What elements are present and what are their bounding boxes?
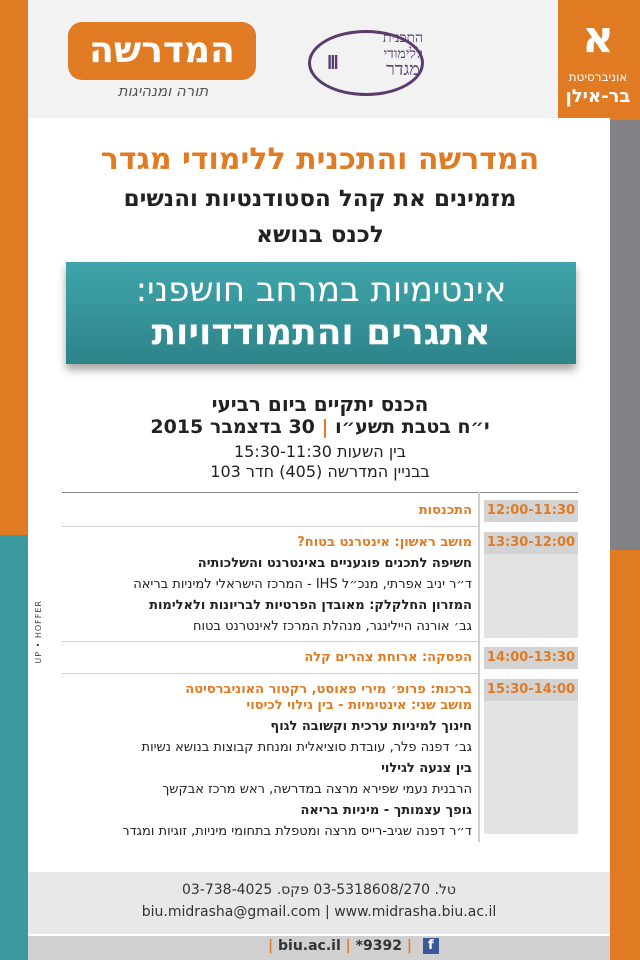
people-icon: ııı [326,46,336,76]
bottom-separator: | [268,938,274,954]
left-orange-stripe [0,0,28,535]
schedule-item: ד״ר דפנה שגיב-רייס מרצה ומטפלת בתחומי מיניות, זוגיות ומגדר [122,824,472,839]
time-slot: 14:00-13:30 [484,647,578,669]
facebook-icon[interactable]: f [423,938,439,954]
program-logo-line: התכנית [382,30,424,46]
designer-credit: UP • HOFFER [34,600,43,664]
bottom-links [268,938,439,954]
time-slot-box [484,679,578,834]
event-day: הכנס יתקיים ביום רביעי [211,392,429,416]
banner-line-1: אינטימיות במרחב חושפני: [135,270,507,310]
bottom-bar [28,936,610,960]
header [28,0,631,118]
bar-ilan-university-label: אוניברסיטת [568,70,628,84]
schedule-item: הרבנית נעמי שפירא מרצה במדרשה, ראש מרכז אבקשך [162,782,472,797]
right-gray-stripe [610,120,640,550]
gender-program-logo [308,20,438,96]
website-link[interactable]: www.midrasha.biu.ac.il [334,904,497,920]
bottom-separator: | [345,938,351,954]
schedule-item: מושב שני: אינטימיות - בין גילוי לכיסוי [246,698,472,713]
row-divider [62,673,478,674]
bar-ilan-logo [558,0,638,118]
event-location: בבניין המדרשה (405) חדר 103 [210,462,430,481]
schedule-item: גב׳ אורנה היילינגר, מנהלת המרכז לאינטרנט בטוח [192,619,472,634]
schedule-item: חינוך למיניות ערכית וקשובה לגוף [270,719,472,734]
schedule-item: בין צנעה לגילוי [381,761,472,776]
schedule-item: מושב ראשון: אינטרנט בטוח? [297,535,472,550]
time-slot: 13:30-12:00 [484,532,578,554]
program-logo-text [368,30,438,78]
schedule-item: גב׳ דפנה פלר, עובדת סוציאלית ומנחת קבוצות בנושא נשיות [141,740,472,755]
topic-banner [66,262,576,364]
schedule-divider [62,492,578,493]
email-link[interactable]: biu.midrasha@gmail.com [141,904,321,920]
hebrew-date: י״ח בטבת תשע״ו [335,416,490,438]
biu-site-link[interactable]: biu.ac.il [278,938,341,954]
gregorian-date: 30 בדצמבר 2015 [150,416,315,438]
schedule-item: הפסקה: ארוחת צהרים קלה [304,650,472,665]
schedule-item: ד״ר יניב אפרתי, מנכ״ל IHS - המרכז הישראלי למיניות בריאה [133,577,472,592]
headline-subtitle-1: מזמינים את קהל הסטודנטיות והנשים [123,186,517,212]
banner-line-2: אתגרים והתמודדויות [151,312,491,353]
midrasha-logo: המדרשה [68,22,256,80]
web-separator: | [325,904,330,920]
schedule-item: המזרון החלקלק: מאובדן הפרטיות לבריונות ולאלימות [149,598,472,613]
headline-subtitle-2: לכנס בנושא [256,222,384,248]
headline-title: המדרשה והתכנית ללימודי מגדר [100,142,540,177]
event-hours: בין השעות 15:30-11:30 [233,442,407,461]
time-slot: 15:30-14:00 [484,679,578,701]
biu-phone: *9392 [355,938,402,954]
date-separator: | [321,416,329,438]
schedule-item: ברכות: פרופ׳ מירי פאוסט, רקטור האוניברסיטה [185,682,472,697]
row-divider [62,641,478,642]
program-logo-line: ללימודי [383,46,423,62]
row-divider [62,526,478,527]
schedule-item: התכנסות [418,503,472,518]
event-date [100,416,540,438]
contact-footer [28,872,610,934]
bar-ilan-mark-icon: א [581,12,615,63]
left-teal-stripe [0,535,28,960]
contact-web [28,904,610,920]
contact-phones: טל. 03-5318608/270 פקס. 03-738-4025 [182,882,456,898]
right-orange-stripe-lower [610,550,640,960]
schedule-item: חשיפה לתכנים פוגעניים באינטרנט והשלכותיה [197,556,472,571]
program-logo-line: מגדר [385,59,421,80]
bar-ilan-name: בר-אילן [565,86,631,107]
bottom-separator: | [406,938,412,954]
time-slot: 12:00-11:30 [484,500,578,522]
schedule-item: גופך עצמותך - מיניות בריאה [300,803,472,818]
midrasha-tagline: תורה ומנהיגות [117,82,209,100]
schedule-column-divider [478,492,480,842]
